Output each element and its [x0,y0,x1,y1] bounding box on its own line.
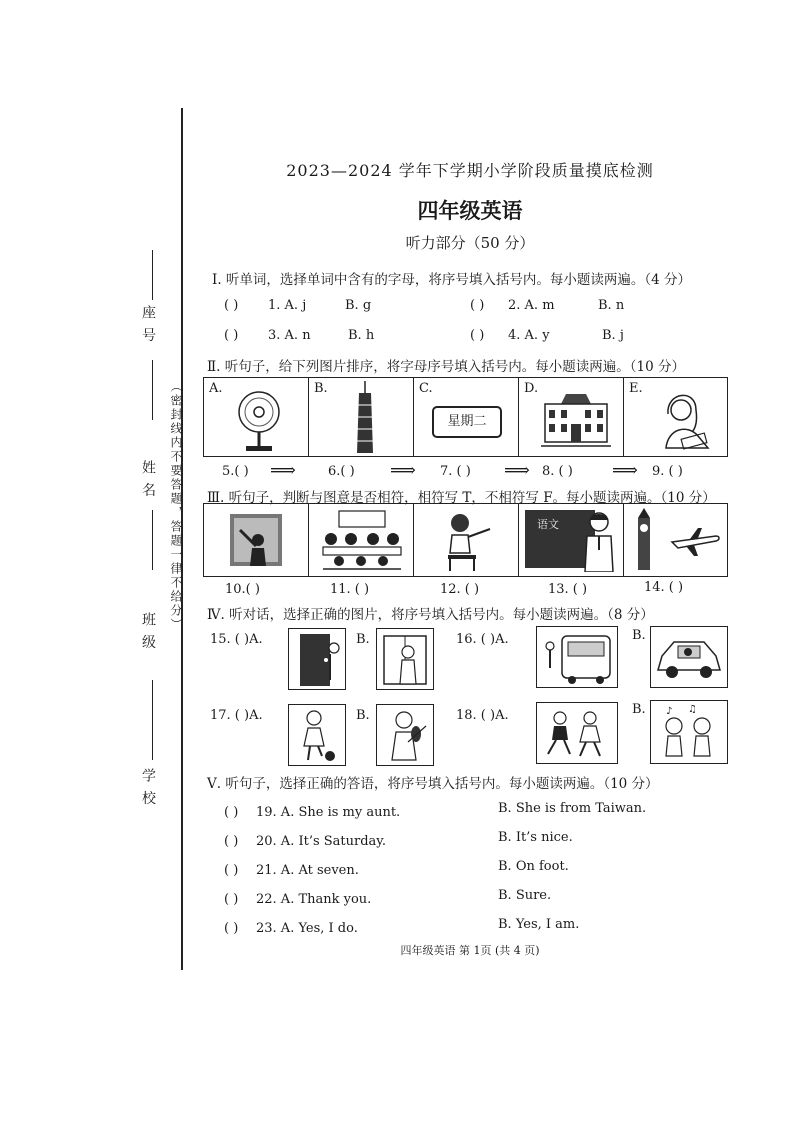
q15-option-a[interactable] [288,628,346,690]
picture-12 [414,504,519,576]
girl-ball-icon [290,706,344,764]
exam-title: 四年级英语 [417,198,523,223]
q1-paren[interactable]: ( ) [224,298,239,313]
q4-option-a: 4. A. y [508,328,550,343]
q17-stem[interactable]: 17. ( )A. [210,708,263,723]
picture-a-label: A. [209,381,223,396]
q10-answer[interactable]: 10.( ) [225,582,260,597]
q12-answer[interactable]: 12. ( ) [440,582,480,597]
section5-heading: Ⅴ. 听句子，选择正确的答语，将序号填入括号内。每小题读两遍。（10 分） [207,776,659,792]
girl-reading-icon [648,384,718,454]
arrow-right-icon: ⟹ [390,460,416,481]
q5-answer[interactable]: 5.( ) [222,464,249,479]
q3-option-b: B. h [348,328,375,343]
big-ben-plane-icon [628,508,724,574]
picture-11 [309,504,414,576]
binding-warning: （密封线内不要答题，答题一律不给分） [169,380,183,632]
q11-answer[interactable]: 11. ( ) [330,582,370,597]
section3-picture-strip [203,503,728,577]
seat-blank [152,250,153,300]
picture-14 [624,504,729,576]
tower-icon [345,381,385,455]
q16-option-b[interactable] [650,626,728,688]
section2-heading: Ⅱ. 听句子，给下列图片排序，将字母序号填入括号内。每小题读两遍。（10 分） [207,359,685,375]
arrow-right-icon: ⟹ [504,460,530,481]
q1-option-a: 1. A. j [268,298,307,313]
class-label: 班 级 [140,612,156,651]
school-label: 学 校 [140,768,156,807]
q8-answer[interactable]: 8. ( ) [542,464,573,479]
girl-window-icon [226,510,286,570]
q1-option-b: B. g [345,298,372,313]
weekday-card: 星期二 [432,406,502,438]
picture-b-label: B. [314,381,328,396]
q20-option-b: B. It’s nice. [498,830,573,845]
q16-option-a[interactable] [536,626,618,688]
q16-stem[interactable]: 16. ( )A. [456,632,509,647]
picture-b [309,378,414,456]
girl-window-icon [378,630,432,688]
q18-option-a[interactable] [536,702,618,764]
picture-c [414,378,519,456]
section4-heading: Ⅳ. 听对话，选择正确的图片，将序号填入括号内。每小题读两遍。（8 分） [207,607,654,623]
q19-paren[interactable]: ( ) [224,805,239,820]
kids-running-icon [538,704,616,762]
girl-violin-icon [378,706,432,764]
q15-b-label: B. [356,632,370,647]
q3-option-a: 3. A. n [268,328,311,343]
picture-e-label: E. [629,381,643,396]
q20-paren[interactable]: ( ) [224,834,239,849]
q18-stem[interactable]: 18. ( )A. [456,708,509,723]
arrow-right-icon: ⟹ [270,460,296,481]
svg-text:♪: ♪ [666,706,673,717]
picture-c-label: C. [419,381,433,396]
q19-option-b: B. She is from Taiwan. [498,801,647,816]
picture-10 [204,504,309,576]
q22-option-b: B. Sure. [498,888,552,903]
q23-option-b: B. Yes, I am. [498,917,580,932]
building-icon [541,390,611,450]
section2-picture-strip [203,377,728,457]
name-blank [152,510,153,570]
girl-pointing-icon [432,509,502,573]
name-label: 姓 名 [140,460,156,499]
seat-label: 座 号 [140,305,156,344]
car-icon [652,628,726,686]
q15-option-b[interactable] [376,628,434,690]
q2-option-b: B. n [598,298,625,313]
q21-option-a: 21. A. At seven. [256,863,359,878]
q21-paren[interactable]: ( ) [224,863,239,878]
q4-paren[interactable]: ( ) [470,328,485,343]
arrow-right-icon: ⟹ [612,460,638,481]
q23-option-a: 23. A. Yes, I do. [256,921,358,936]
q9-answer[interactable]: 9. ( ) [652,464,683,479]
svg-text:♫: ♫ [688,704,697,715]
picture-a [204,378,309,456]
kids-singing-icon [652,702,726,762]
q19-option-a: 19. A. She is my aunt. [256,805,401,820]
q17-option-a[interactable] [288,704,346,766]
seat-blank-2 [152,360,153,420]
q15-stem[interactable]: 15. ( )A. [210,632,263,647]
q17-option-b[interactable] [376,704,434,766]
classroom-icon [319,509,405,573]
picture-d-label: D. [524,381,539,396]
picture-13 [519,504,624,576]
picture-d [519,378,624,456]
q14-answer[interactable]: 14. ( ) [644,580,684,595]
q23-paren[interactable]: ( ) [224,921,239,936]
q13-answer[interactable]: 13. ( ) [548,582,588,597]
q17-b-label: B. [356,708,370,723]
section1-heading: Ⅰ. 听单词，选择单词中含有的字母，将序号填入括号内。每小题读两遍。（4 分） [212,272,692,288]
q18-option-b[interactable] [650,700,728,764]
boy-door-icon [290,630,344,688]
q18-b-label: B. [632,702,646,717]
q4-option-b: B. j [602,328,624,343]
q7-answer[interactable]: 7. ( ) [440,464,471,479]
part-title: 听力部分（50 分） [405,234,535,252]
q20-option-a: 20. A. It’s Saturday. [256,834,387,849]
q3-paren[interactable]: ( ) [224,328,239,343]
q22-option-a: 22. A. Thank you. [256,892,372,907]
teacher-icon [579,510,619,572]
section3-heading: Ⅲ. 听句子，判断与图意是否相符，相符写 T，不相符写 F。每小题读两遍。（10 分） [207,490,716,506]
page-footer: 四年级英语 第 1页 (共 4 页) [400,944,540,957]
fan-icon [224,384,294,454]
blackboard-text: 语文 [537,518,559,531]
class-blank [152,680,153,760]
q2-option-a: 2. A. m [508,298,555,313]
q22-paren[interactable]: ( ) [224,892,239,907]
bus-icon [538,628,616,686]
q16-b-label: B. [632,628,646,643]
exam-header: 2023—2024 学年下学期小学阶段质量摸底检测 [286,161,654,180]
picture-e [624,378,729,456]
q2-paren[interactable]: ( ) [470,298,485,313]
q6-answer[interactable]: 6.( ) [328,464,355,479]
q21-option-b: B. On foot. [498,859,569,874]
